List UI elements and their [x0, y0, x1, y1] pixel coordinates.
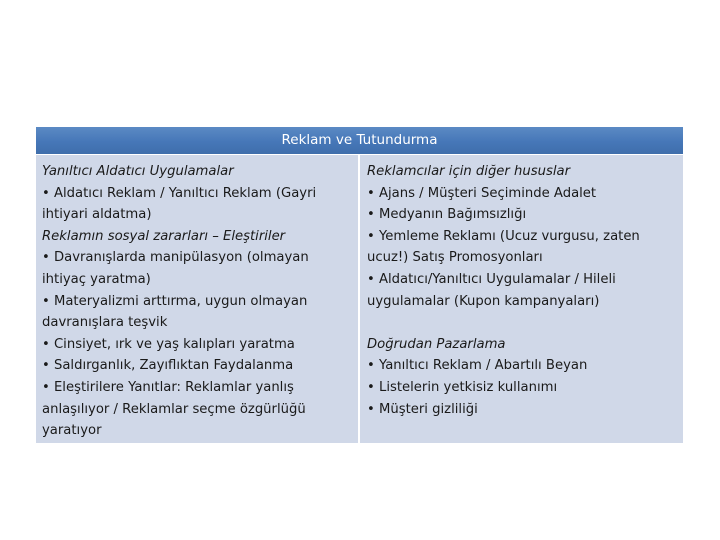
left-column — [42, 161, 354, 442]
section-heading-deceptive-practices: Yanıltıcı Aldatıcı Uygulamalar — [42, 164, 234, 179]
left-line: • Saldırganlık, Zayıflıktan Faydalanma — [42, 358, 294, 374]
left-line: • Davranışlarda manipülasyon (olmayan — [42, 250, 309, 266]
section-heading-social-harms: Reklamın sosyal zararları – Eleştiriler — [42, 228, 286, 244]
left-line: davranışlara teşvik — [42, 315, 168, 331]
content-table — [36, 127, 683, 443]
right-line: • Müşteri gizliliği — [367, 401, 478, 417]
section-spacer — [367, 312, 679, 334]
left-line: ihtiyari aldatma) — [42, 207, 152, 223]
column-divider — [358, 155, 360, 443]
section-heading-advertiser-issues: Reklamcılar için diğer hususlar — [367, 164, 571, 179]
right-line: • Yanıltıcı Reklam / Abartılı Beyan — [367, 358, 588, 374]
right-line: • Aldatıcı/Yanıltıcı Uygulamalar / Hileli — [367, 271, 616, 287]
left-line: • Cinsiyet, ırk ve yaş kalıpları yaratma — [42, 336, 295, 352]
right-line: ucuz!) Satış Promosyonları — [367, 250, 543, 266]
table-body — [36, 155, 683, 443]
left-line: • Eleştirilere Yanıtlar: Reklamlar yanlış — [42, 379, 294, 395]
section-heading-direct-marketing: Doğrudan Pazarlama — [367, 336, 506, 352]
left-line: ihtiyaç yaratma) — [42, 271, 151, 287]
right-line: • Yemleme Reklamı (Ucuz vurgusu, zaten — [367, 228, 640, 244]
table-title: Reklam ve Tutundurma — [36, 127, 683, 155]
left-line: yaratıyor — [42, 423, 102, 439]
right-column — [367, 161, 679, 420]
right-line: • Medyanın Bağımsızlığı — [367, 207, 527, 223]
left-line: • Materyalizmi arttırma, uygun olmayan — [42, 293, 308, 309]
left-line: • Aldatıcı Reklam / Yanıltıcı Reklam (Gayri — [42, 185, 317, 201]
left-line: anlaşılıyor / Reklamlar seçme özgürlüğü — [42, 401, 306, 417]
right-line: uygulamalar (Kupon kampanyaları) — [367, 293, 600, 309]
right-line: • Listelerin yetkisiz kullanımı — [367, 379, 558, 395]
right-line: • Ajans / Müşteri Seçiminde Adalet — [367, 185, 597, 201]
